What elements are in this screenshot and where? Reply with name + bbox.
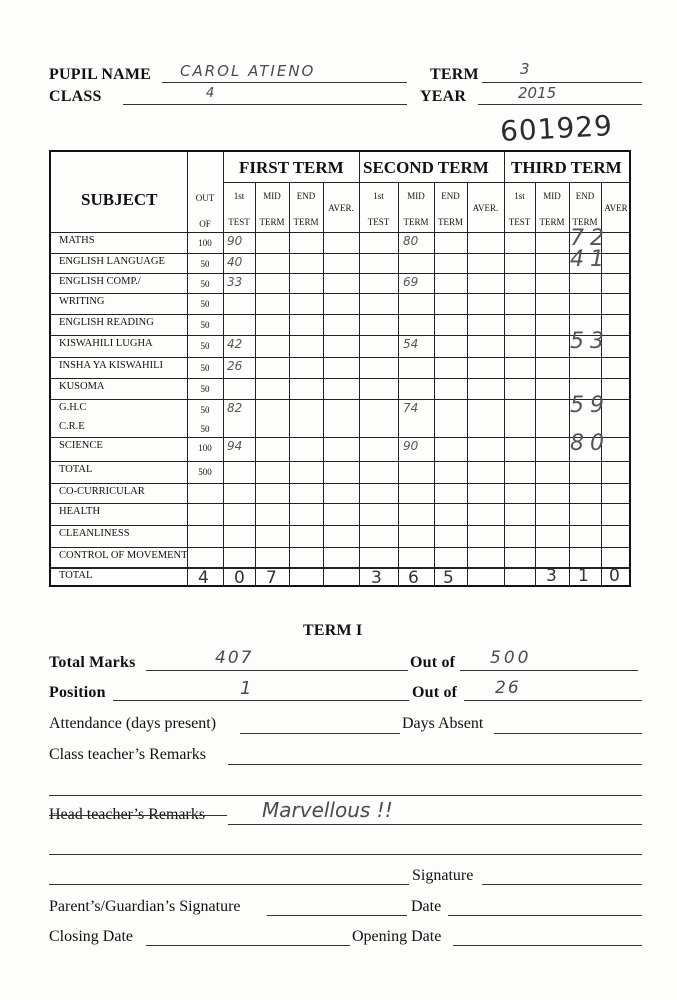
third-total-digit: 1 <box>578 566 589 586</box>
term-value[interactable]: 3 <box>520 60 530 78</box>
subject-name: KUSOMA <box>59 381 105 392</box>
subject-name: SCIENCE <box>59 440 103 451</box>
class-teacher-remarks-line[interactable] <box>228 764 642 765</box>
col-label: END <box>296 191 316 201</box>
class-line <box>123 104 407 105</box>
pupil-name-value[interactable]: CAROL ATIENO <box>180 62 316 80</box>
out-of-value: 50 <box>200 299 210 309</box>
first-term-test-mark: 33 <box>227 275 243 289</box>
grid-line <box>51 293 629 294</box>
second-term-mid-mark: 74 <box>403 401 419 415</box>
subject-name: KISWAHILI LUGHA <box>59 338 153 349</box>
out-of-value: 50 <box>200 259 210 269</box>
col-third-aver: AVER <box>604 203 628 213</box>
grid-line <box>51 461 629 462</box>
out-of-heading-line1: OUT <box>195 193 215 203</box>
first-total-digit: 0 <box>234 568 245 588</box>
col-label: TERM <box>259 217 285 227</box>
col-second-aver: AVER. <box>472 203 499 213</box>
admission-number: 601929 <box>499 109 614 148</box>
out-of-value: 50 <box>200 363 210 373</box>
grid-line <box>51 483 629 484</box>
year-line <box>478 104 642 105</box>
first-term-test-mark: 90 <box>227 234 243 248</box>
days-absent-label: Days Absent <box>402 715 484 732</box>
grid-line <box>51 253 629 254</box>
attendance-label: Attendance (days present) <box>49 715 217 732</box>
third-total-digit: 3 <box>546 566 557 586</box>
subject-name: INSHA YA KISWAHILI <box>59 360 164 371</box>
total-row-label: TOTAL <box>59 570 93 581</box>
out-of-pupils-value[interactable]: 26 <box>495 678 521 698</box>
col-label: 1st <box>373 191 384 201</box>
out-of-value: 100 <box>198 238 212 248</box>
subject-name: ENGLISH READING <box>59 317 154 328</box>
out-of-value: 50 <box>200 384 210 394</box>
out-of-marks-value[interactable]: 500 <box>490 648 532 668</box>
subject-heading: SUBJECT <box>81 190 158 209</box>
second-term-heading: SECOND TERM <box>363 158 489 177</box>
subject-name: WRITING <box>59 296 105 307</box>
head-teacher-remarks-line[interactable] <box>228 824 642 825</box>
col-label: TERM <box>437 217 463 227</box>
total-marks-value[interactable]: 407 <box>215 648 254 668</box>
grid-line <box>51 525 629 526</box>
subject-name: ENGLISH LANGUAGE <box>59 256 165 267</box>
total-marks-label: Total Marks <box>49 654 136 671</box>
second-term-mid-mark: 69 <box>403 275 419 289</box>
third-term-end-mark: 72 <box>570 226 610 251</box>
year-value[interactable]: 2015 <box>518 84 557 102</box>
out-of-value: 50 <box>200 341 210 351</box>
col-label: TEST <box>367 217 390 227</box>
grid-line <box>51 503 629 504</box>
col-second-end <box>434 190 467 229</box>
subject-name: ENGLISH COMP./ <box>59 276 141 287</box>
out-of-marks-label: Out of <box>410 654 456 671</box>
col-label: TEST <box>228 217 250 227</box>
col-label: TEST <box>508 217 531 227</box>
grid-line <box>51 335 629 336</box>
second-term-mid-mark: 90 <box>403 439 419 453</box>
out-of-value: 50 <box>200 279 210 289</box>
head-teacher-remarks-label: Head teacher’s Remarks <box>49 806 206 823</box>
attendance-line[interactable] <box>240 733 400 734</box>
position-value[interactable]: 1 <box>240 678 252 699</box>
term-section-heading: TERM I <box>303 622 363 639</box>
pupil-name-label: PUPIL NAME <box>49 66 151 83</box>
results-grid <box>49 150 631 587</box>
second-term-mid-mark: 54 <box>403 337 419 351</box>
second-term-mid-mark: 80 <box>403 234 419 248</box>
class-teacher-remarks-label: Class teacher’s Remarks <box>49 746 206 763</box>
term-line <box>482 82 642 83</box>
subject-name: CONTROL OF MOVEMENT <box>59 550 188 561</box>
grid-line <box>51 232 629 233</box>
out-of-value: 50 <box>200 405 210 415</box>
grid-line <box>51 567 629 569</box>
third-term-heading: THIRD TERM <box>511 158 622 177</box>
signature-label: Signature <box>412 867 474 884</box>
date-line[interactable] <box>448 915 642 916</box>
grid-line <box>51 399 629 400</box>
class-label: CLASS <box>49 88 102 105</box>
grid-line <box>51 378 629 379</box>
col-first-aver: AVER. <box>328 203 354 213</box>
grid-line <box>51 437 629 438</box>
col-label: MID <box>407 191 425 201</box>
days-absent-line[interactable] <box>494 733 642 734</box>
col-label: TERM <box>572 217 598 227</box>
third-total-digit: 0 <box>609 566 620 586</box>
second-total-digit: 6 <box>408 568 419 588</box>
pupil-name-line <box>162 82 407 83</box>
third-term-end-mark: 41 <box>570 247 610 272</box>
subject-name: G.H.C <box>59 402 87 413</box>
closing-date-label: Closing Date <box>49 928 133 945</box>
signature-line[interactable] <box>482 884 642 885</box>
col-label: TERM <box>293 217 319 227</box>
parent-signature-label: Parent’s/Guardian’s Signature <box>49 898 241 915</box>
class-teacher-remarks-line[interactable] <box>49 795 642 796</box>
col-third-end <box>569 190 601 229</box>
grid-line <box>51 357 629 358</box>
col-first-end <box>289 190 323 229</box>
subject-name: CO-CURRICULAR <box>59 486 145 497</box>
opening-date-label: Opening Date <box>352 928 442 945</box>
col-label: 1st <box>233 191 245 201</box>
year-label: YEAR <box>420 88 467 105</box>
out-of-heading-line2: OF <box>199 219 211 229</box>
grid-line <box>51 547 629 548</box>
col-label: 1st <box>514 191 525 201</box>
second-total-digit: 3 <box>371 568 382 588</box>
third-term-end-mark: 59 <box>570 393 610 418</box>
grid-line <box>51 273 629 274</box>
first-term-heading: FIRST TERM <box>239 158 344 177</box>
out-of-value: 100 <box>198 443 212 453</box>
col-label: MID <box>263 191 281 201</box>
second-total-digit: 5 <box>443 568 454 588</box>
first-total-digit: 7 <box>266 568 277 588</box>
strike-line <box>49 815 227 816</box>
total-marks-line <box>146 670 408 671</box>
opening-date-line[interactable] <box>453 945 642 946</box>
subject-name: CLEANLINESS <box>59 528 130 539</box>
col-label: TERM <box>539 217 565 227</box>
out-of-pupils-label: Out of <box>412 684 458 701</box>
first-total-digit: 4 <box>198 568 209 588</box>
col-label: END <box>575 191 595 201</box>
class-value[interactable]: 4 <box>206 86 215 101</box>
date-label: Date <box>411 898 442 915</box>
term-label: TERM <box>430 66 479 83</box>
out-of-value: 50 <box>200 320 210 330</box>
first-term-test-mark: 26 <box>227 359 243 373</box>
first-term-test-mark: 82 <box>227 401 243 415</box>
subject-name: MATHS <box>59 235 95 246</box>
subject-name: C.R.E <box>59 421 85 432</box>
position-label: Position <box>49 684 106 701</box>
col-third-mid <box>535 190 569 229</box>
first-term-test-mark: 40 <box>227 255 243 269</box>
out-of-value: 500 <box>198 467 212 477</box>
col-second-mid <box>398 190 434 229</box>
third-term-end-mark: 53 <box>570 329 610 354</box>
position-line <box>113 700 409 701</box>
col-third-test <box>504 190 535 229</box>
out-of-heading <box>187 192 223 231</box>
grid-line <box>51 314 629 315</box>
subject-name: HEALTH <box>59 506 101 517</box>
signature-blank-line[interactable] <box>49 884 409 885</box>
out-of-pupils-line <box>464 700 642 701</box>
col-label: MID <box>543 191 561 201</box>
head-teacher-remarks-line[interactable] <box>49 854 642 855</box>
col-label: TERM <box>403 217 429 227</box>
first-term-test-mark: 42 <box>227 337 243 351</box>
col-first-mid <box>255 190 289 229</box>
out-of-value: 50 <box>200 424 210 434</box>
col-first-test <box>223 190 255 229</box>
col-label: END <box>441 191 460 201</box>
grid-line <box>223 182 629 183</box>
first-term-test-mark: 94 <box>227 439 243 453</box>
subject-name: TOTAL <box>59 464 93 475</box>
out-of-marks-line <box>460 670 638 671</box>
third-term-end-mark: 80 <box>570 431 610 456</box>
parent-signature-line[interactable] <box>267 915 407 916</box>
col-second-test <box>359 190 398 229</box>
head-teacher-remarks-value[interactable]: Marvellous !! <box>262 798 393 822</box>
closing-date-line[interactable] <box>146 945 350 946</box>
